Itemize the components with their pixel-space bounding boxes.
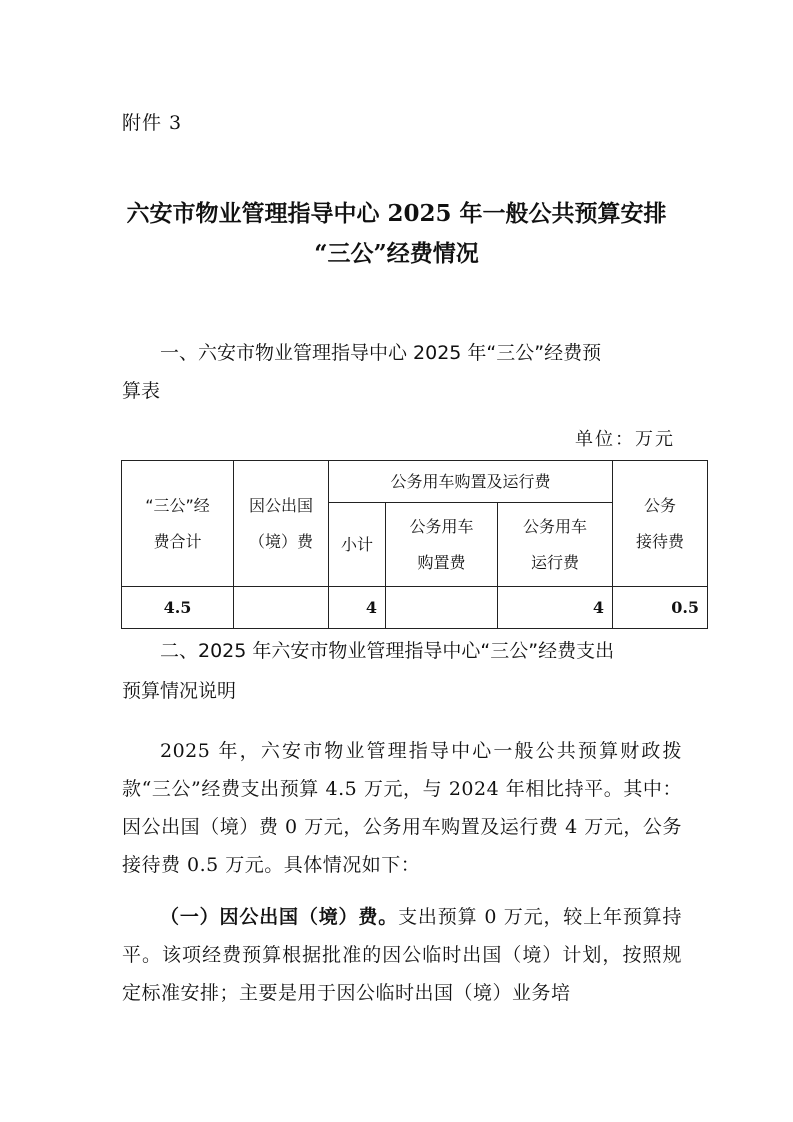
header-vehicle-operation <box>498 503 613 587</box>
paragraph-abroad <box>122 898 682 1012</box>
header-total-line1: “三公”经 <box>145 495 210 515</box>
header-abroad <box>234 461 329 587</box>
header-reception-line1: 公务 <box>644 495 677 515</box>
budget-table <box>121 460 708 629</box>
header-operation-line2: 运行费 <box>531 552 580 572</box>
header-total-line2: 费合计 <box>153 531 202 551</box>
section1-heading-line1: 一、六安市物业管理指导中心 2025 年“三公”经费预 <box>160 342 602 364</box>
cell-abroad <box>234 587 329 629</box>
cell-purchase <box>386 587 498 629</box>
unit-label: 单位：万元 <box>575 429 675 450</box>
header-vehicle-purchase <box>386 503 498 587</box>
header-vehicle-group: 公务用车购置及运行费 <box>329 461 613 503</box>
section1-heading-line2: 算表 <box>122 380 161 402</box>
cell-operation: 4 <box>498 587 613 629</box>
header-reception-line2: 接待费 <box>636 531 685 551</box>
paragraph-abroad-lead: （一）因公出国（境）费。 <box>160 906 399 928</box>
cell-total: 4.5 <box>122 587 234 629</box>
header-purchase-line2: 购置费 <box>417 552 466 572</box>
header-total <box>122 461 234 587</box>
header-operation-line1: 公务用车 <box>523 516 588 536</box>
section2-heading-line2: 预算情况说明 <box>122 680 237 702</box>
paragraph-summary: 2025 年，六安市物业管理指导中心一般公共预算财政拨款“三公”经费支出预算 4.5 万元，与 2024 年相比持平。其中：因公出国（境）费 0 万元，公务用车购置及运行费 4 万元，公务接待费 0.5 万元。具体情况如下： <box>122 740 682 876</box>
header-purchase-line1: 公务用车 <box>409 516 474 536</box>
header-abroad-line1: 因公出国 <box>248 495 313 515</box>
cell-reception: 0.5 <box>613 587 708 629</box>
document-title-line2: “三公”经费情况 <box>314 240 479 267</box>
cell-subtotal: 4 <box>329 587 386 629</box>
attachment-label: 附件 3 <box>122 112 183 134</box>
document-title-line1: 六安市物业管理指导中心 2025 年一般公共预算安排 <box>126 200 667 227</box>
section2-heading-line1: 二、2025 年六安市物业管理指导中心“三公”经费支出 <box>160 640 615 662</box>
header-reception <box>613 461 708 587</box>
header-subtotal: 小计 <box>329 503 386 587</box>
paragraph-abroad-text: 支出预算 0 万元，较上年预算持平。该项经费预算根据批准的因公临时出国（境）计划，按照规定标准安排；主要是用于因公临时出国（境）业务培 <box>122 906 682 1004</box>
header-abroad-line2: （境）费 <box>248 531 313 551</box>
table-row <box>122 587 708 629</box>
